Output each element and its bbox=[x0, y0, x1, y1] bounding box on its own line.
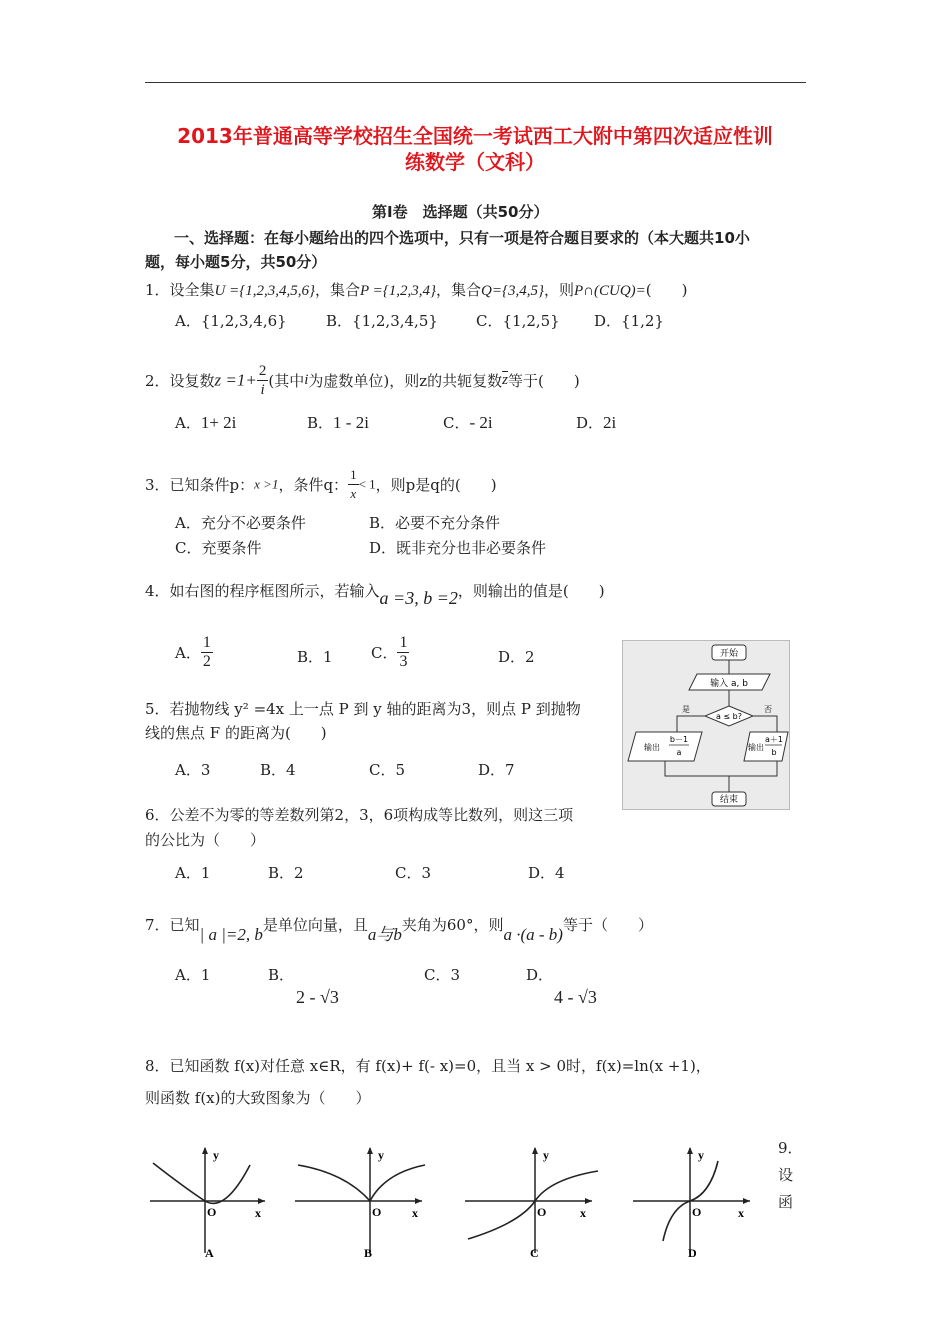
svg-text:y: y bbox=[378, 1148, 384, 1162]
question-7-stem: 7．已知| a |=2, b是单位向量，且a与b夹角为60°，则a ·(a - b)等于（ ） bbox=[145, 916, 653, 944]
svg-text:是: 是 bbox=[682, 705, 690, 714]
flowchart bbox=[622, 640, 790, 810]
question-2-option-c: C．- 2i bbox=[443, 413, 493, 432]
fraction-1-over-x: $\frac{1}{x}$ bbox=[350, 467, 357, 501]
question-7-option-b: B． 2 - √3 bbox=[268, 966, 339, 1007]
graph-a bbox=[145, 1143, 270, 1261]
question-4-stem: 4．如右图的程序框图所示，若输入a =3, b =2，则输出的值是( ) bbox=[145, 582, 605, 608]
header-rule bbox=[145, 82, 806, 83]
svg-text:a＋1: a＋1 bbox=[765, 735, 783, 744]
svg-text:a: a bbox=[676, 748, 682, 757]
svg-text:O: O bbox=[207, 1205, 217, 1219]
graph-b bbox=[290, 1143, 430, 1261]
svg-text:y: y bbox=[213, 1148, 219, 1162]
question-6-option-b: B．2 bbox=[268, 864, 304, 882]
svg-text:D: D bbox=[688, 1246, 697, 1260]
graph-d bbox=[628, 1143, 758, 1261]
svg-text:x: x bbox=[412, 1206, 418, 1220]
svg-text:y: y bbox=[698, 1148, 704, 1162]
svg-text:x: x bbox=[738, 1206, 744, 1220]
question-5-option-b: B．4 bbox=[260, 761, 296, 779]
question-8-line1: 8．已知函数 f(x)对任意 x∈R，有 f(x)+ f(- x)=0，且当 x > 0时，f(x)=ln(x +1)， bbox=[145, 1057, 711, 1075]
graph-c bbox=[460, 1143, 600, 1261]
svg-text:y: y bbox=[543, 1148, 549, 1162]
flowchart-output-left bbox=[628, 732, 702, 761]
question-3-option-c: C．充要条件 bbox=[175, 539, 262, 557]
exam-title-line1: 2013年普通高等学校招生全国统一考试西工大附中第四次适应性训 bbox=[177, 124, 773, 148]
svg-text:O: O bbox=[537, 1205, 547, 1219]
svg-text:O: O bbox=[372, 1205, 382, 1219]
question-7-option-c: C．3 bbox=[424, 966, 461, 984]
svg-text:a ≤ b?: a ≤ b? bbox=[715, 712, 743, 721]
question-5-option-d: D．7 bbox=[478, 761, 515, 779]
question-4-option-c: C． $\frac{1}{3}$ bbox=[371, 634, 408, 670]
instructions-line2: 题，每小题5分，共50分） bbox=[145, 253, 327, 271]
question-6-option-d: D．4 bbox=[528, 864, 565, 882]
question-2-option-b: B．1 - 2i bbox=[307, 413, 369, 432]
exam-title-line2: 练数学（文科） bbox=[405, 150, 545, 174]
question-2-option-a: A．1+ 2i bbox=[175, 413, 237, 432]
question-5-line1: 5．若抛物线 y² =4x 上一点 P 到 y 轴的距离为3，则点 P 到抛物 bbox=[145, 700, 581, 718]
svg-text:开始: 开始 bbox=[719, 649, 739, 659]
question-7-option-d: D． 4 - √3 bbox=[526, 966, 597, 1007]
question-6-line2: 的公比为（ ） bbox=[145, 831, 266, 849]
svg-text:x: x bbox=[255, 1206, 261, 1220]
question-5-option-c: C．5 bbox=[369, 761, 406, 779]
question-4-option-a: A． $\frac{1}{2}$ bbox=[175, 634, 211, 670]
svg-text:x: x bbox=[580, 1206, 586, 1220]
question-7-option-a: A．1 bbox=[175, 966, 211, 984]
svg-text:A: A bbox=[205, 1246, 214, 1260]
question-9-number: 9． bbox=[778, 1139, 803, 1157]
svg-text:B: B bbox=[364, 1246, 373, 1260]
question-8-line2: 则函数 f(x)的大致图象为（ ） bbox=[145, 1089, 371, 1107]
question-3-stem: 3．已知条件p：x >1，条件q： $\frac{1}{x}$ < 1，则p是q的( ) bbox=[145, 467, 497, 501]
instructions-line1: 一、选择题：在每小题给出的四个选项中，只有一项是符合题目要求的（本大题共10小 bbox=[174, 229, 750, 247]
question-4-option-b: B．1 bbox=[297, 648, 333, 666]
question-9-char-1: 设 bbox=[778, 1166, 794, 1184]
svg-text:否: 否 bbox=[764, 705, 772, 714]
question-9-char-2: 函 bbox=[778, 1193, 794, 1211]
question-1-option-c: C．{1,2,5} bbox=[476, 312, 560, 330]
question-6-option-c: C．3 bbox=[395, 864, 432, 882]
graph-b-curve-right bbox=[370, 1165, 425, 1201]
question-1-option-a: A．{1,2,3,4,6} bbox=[175, 312, 287, 330]
graph-a-curve bbox=[153, 1163, 250, 1203]
question-2-stem: 2．设复数z =1+ $\frac{2}{i}$ (其中i为虚数单位)，则z的共轭复数$\overline{z}$等于( ) bbox=[145, 363, 580, 398]
question-1-option-b: B．{1,2,3,4,5} bbox=[326, 312, 438, 330]
question-6-option-a: A．1 bbox=[175, 864, 211, 882]
svg-text:b: b bbox=[771, 748, 777, 757]
question-4-option-d: D．2 bbox=[498, 648, 535, 666]
question-3-option-a: A．充分不必要条件 bbox=[175, 514, 306, 532]
svg-text:O: O bbox=[692, 1205, 702, 1219]
svg-text:b－1: b－1 bbox=[669, 735, 689, 744]
fraction-2-over-i: $\frac{2}{i}$ bbox=[258, 363, 267, 398]
question-1-option-d: D．{1,2} bbox=[594, 312, 664, 330]
question-2-option-d: D．2i bbox=[576, 413, 617, 432]
graph-c-curve bbox=[468, 1171, 598, 1239]
question-6-line1: 6．公差不为零的等差数列第2，3，6项构成等比数列，则这三项 bbox=[145, 806, 574, 824]
section-header: 第Ⅰ卷 选择题（共50分） bbox=[372, 203, 549, 221]
graph-b-curve-left bbox=[298, 1165, 370, 1201]
question-3-option-b: B．必要不充分条件 bbox=[369, 514, 501, 532]
svg-text:C: C bbox=[530, 1246, 539, 1260]
svg-text:输出: 输出 bbox=[748, 743, 764, 752]
question-5-option-a: A．3 bbox=[175, 761, 211, 779]
svg-text:结束: 结束 bbox=[719, 795, 739, 805]
question-1-stem: 1．设全集U ={1,2,3,4,5,6}，集合P ={1,2,3,4}，集合Q={3,4,5}，则P∩(CUQ)=( ) bbox=[145, 281, 688, 299]
svg-text:输入 a, b: 输入 a, b bbox=[710, 679, 748, 689]
svg-text:输出: 输出 bbox=[644, 743, 660, 752]
question-3-option-d: D．既非充分也非必要条件 bbox=[369, 539, 547, 557]
question-5-line2: 线的焦点 F 的距离为( ) bbox=[145, 724, 327, 742]
